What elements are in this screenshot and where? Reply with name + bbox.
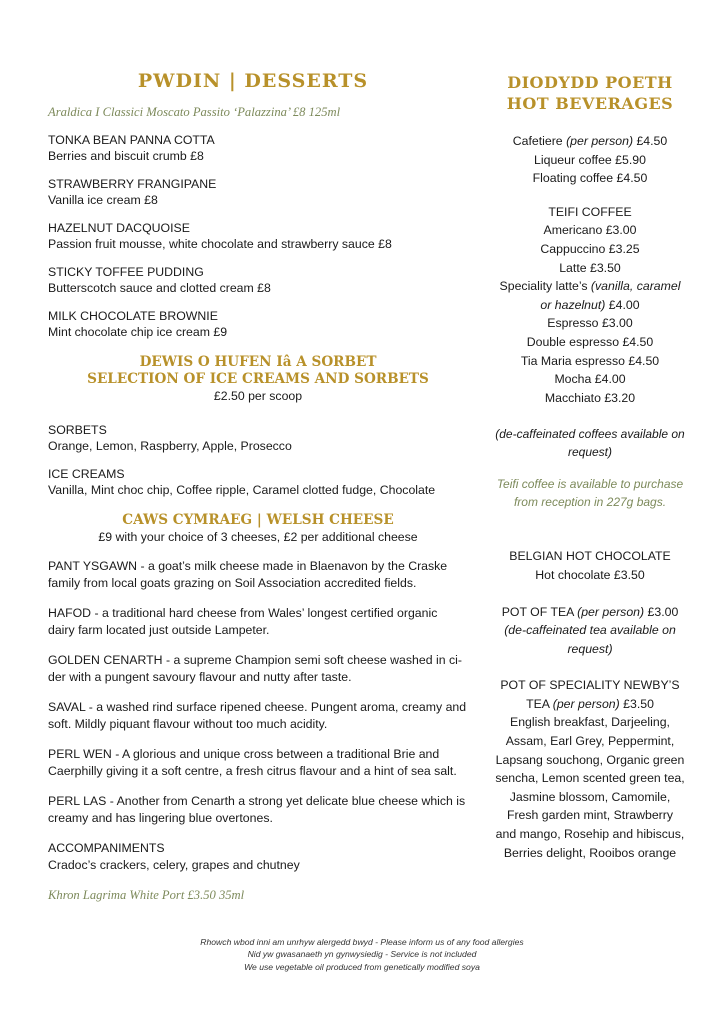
drink-name: Speciality latte’s [499,279,591,294]
item-desc: Berries and biscuit crumb £8 [48,149,204,163]
ices-title-english: SELECTION OF ICE CREAMS AND SORBETS [87,371,429,387]
drink-item: Espresso £3.00 [547,316,633,331]
tea-list-line: Berries delight, Rooibos orange [503,845,677,860]
note-line: Teifi coffee is available to purchase [496,477,684,492]
accompaniments-label: ACCOMPANIMENTS [48,841,165,855]
cheese-item [48,746,468,780]
ices-price: £2.50 per scoop [213,389,303,403]
menu-item [48,308,468,340]
note-line: request) [567,445,613,460]
tea-list-line: Jasmine blossom, Camomile, [509,789,671,804]
cheese-line: PERL LAS - Another from Cenarth a strong yet delicate blue cheese which is [48,794,466,808]
ices-title-welsh: DEWIS O HUFEN Iâ A SORBET [139,354,377,370]
tea-list-line: sencha, Lemon scented green tea, [495,771,685,786]
port-wine: Khron Lagrima White Port £3.50 35ml [48,888,245,902]
drink-item [495,695,685,714]
cheese-line: HAFOD - a traditional hard cheese from Wales’ longest certified organic [48,606,438,620]
drink-price: £4.50 [633,134,668,148]
drink-note: (per person) [566,134,634,148]
drink-item: Tia Maria espresso £4.50 [520,353,660,368]
menu-item [48,132,468,164]
note-line: (de-caffeinated tea available on [504,623,676,638]
drink-note: (per person) [552,696,620,711]
item-desc: Orange, Lemon, Raspberry, Apple, Prosecco [48,439,292,453]
drink-price: £3.50 [619,696,654,711]
menu-item [48,466,468,498]
item-name: HAZELNUT DACQUOISE [48,221,190,235]
hot-title [495,72,685,114]
cheese-line: GOLDEN CENARTH - a supreme Champion semi soft cheese washed in ci- [48,653,462,667]
menu-item [48,176,468,208]
cheese-item [48,793,468,827]
cheese-line: creamy and has lingering blue overtones. [48,811,273,825]
item-desc: Passion fruit mousse, white chocolate and strawberry sauce £8 [48,237,392,251]
drink-item: Cappuccino £3.25 [540,241,640,256]
item-desc: Mint chocolate chip ice cream £9 [48,325,228,339]
desserts-column [48,70,468,903]
footer-line: Nid yw gwasanaeth yn gynwysiedig - Service is not included [247,949,477,960]
speciality-tea-title: POT OF SPECIALITY NEWBY’S [500,678,680,693]
note-line: from reception in 227g bags. [513,495,667,510]
drink-item: Latte £3.50 [559,260,621,275]
tea-list-line: Assam, Earl Grey, Peppermint, [505,734,675,749]
item-desc: Vanilla, Mint choc chip, Coffee ripple, Caramel clotted fudge, Chocolate [48,483,436,497]
item-name: STRAWBERRY FRANGIPANE [48,177,217,191]
drink-item: Macchiato £3.20 [544,390,636,405]
drink-item [495,132,685,151]
drink-item: Liqueur coffee £5.90 [534,152,646,167]
menu-item [48,264,468,296]
footer-line: Rhowch wbod inni am unrhyw alergedd bwyd - Please inform us of any food allergies [200,937,524,947]
cheese-line: der with a pungent savoury flavour and nutty after taste. [48,670,352,684]
drink-note: or hazelnut) [540,297,606,312]
menu-item [48,422,468,454]
teifi-coffee [495,203,685,408]
cheese-section-title: CAWS CYMRAEG | WELSH CHEESE [122,512,394,528]
tea-list-line: Fresh garden mint, Strawberry [506,808,674,823]
cheese-line: Caerphilly giving it a soft centre, a fresh citrus flavour and a hint of sea salt. [48,764,457,778]
decaf-coffee-note [495,425,685,461]
hot-title-welsh: DIODYDD POETH [507,73,673,92]
cheese-line: PANT YSGAWN - a goat’s milk cheese made in Blaenavon by the Craske [48,559,448,573]
drink-name: POT OF TEA [501,604,578,619]
cheese-item [48,605,468,639]
cheese-line: family from local goats grazing on Soil Association accredited fields. [48,576,417,590]
pot-of-tea [495,603,685,659]
cheese-line: dairy farm located just outside Lampeter. [48,623,270,637]
item-name: SORBETS [48,423,107,437]
desserts-title: PWDIN | DESSERTS [137,70,369,92]
cheese-line: PERL WEN - A glorious and unique cross between a traditional Brie and [48,747,440,761]
teifi-title: TEIFI COFFEE [548,204,632,219]
note-line: (de-caffeinated coffees available on [495,427,685,442]
teifi-purchase-note [495,475,685,511]
note-line: request) [567,641,613,656]
cheese-item [48,558,468,592]
hot-chocolate [495,547,685,584]
accompaniments-text: Cradoc’s crackers, celery, grapes and chutney [48,858,300,872]
drink-item: Hot chocolate £3.50 [535,567,645,582]
tea-list-line: and mango, Rosehip and hibiscus, [495,827,685,842]
allergy-footer [0,936,724,973]
item-name: STICKY TOFFEE PUDDING [48,265,204,279]
cheese-line: SAVAL - a washed rind surface ripened cheese. Pungent aroma, creamy and [48,700,467,714]
belgian-title: BELGIAN HOT CHOCOLATE [509,549,671,564]
accompaniments [48,840,468,874]
drink-item [495,603,685,622]
cheese-line: soft. Mildly piquant flavour without too much acidity. [48,717,328,731]
cheese-item [48,652,468,686]
item-name: ICE CREAMS [48,467,125,481]
cheese-item [48,699,468,733]
drink-note: (vanilla, caramel [590,279,681,294]
dessert-wine: Araldica I Classici Moscato Passito ‘Palazzina’ £8 125ml [48,105,341,119]
drink-item: Americano £3.00 [543,223,637,238]
item-desc: Vanilla ice cream £8 [48,193,158,207]
menu-item [48,220,468,252]
drink-item: Floating coffee £4.50 [532,171,648,186]
ices-section-title [48,354,468,388]
drink-item [495,277,685,296]
cheese-price: £9 with your choice of 3 cheeses, £2 per additional cheese [98,530,418,544]
footer-line: We use vegetable oil produced from genetically modified soya [244,961,480,972]
speciality-tea [495,676,685,862]
hot-beverages-column [495,72,685,862]
item-name: MILK CHOCOLATE BROWNIE [48,309,218,323]
tea-list-line: Lapsang souchong, Organic green [495,752,685,767]
drink-item: Double espresso £4.50 [526,334,654,349]
drink-name: TEA [526,696,553,711]
drink-note: (per person) [577,604,645,619]
hot-title-english: HOT BEVERAGES [506,94,674,113]
drink-price: £4.00 [605,297,640,312]
tea-list-line: English breakfast, Darjeeling, [510,715,670,730]
coffee-list [495,132,685,188]
drink-name: Cafetiere [512,134,567,148]
item-name: TONKA BEAN PANNA COTTA [48,133,215,147]
item-desc: Butterscotch sauce and clotted cream £8 [48,281,271,295]
drink-item: Mocha £4.00 [554,372,626,387]
drink-price: £3.00 [644,604,679,619]
drink-item [495,296,685,315]
